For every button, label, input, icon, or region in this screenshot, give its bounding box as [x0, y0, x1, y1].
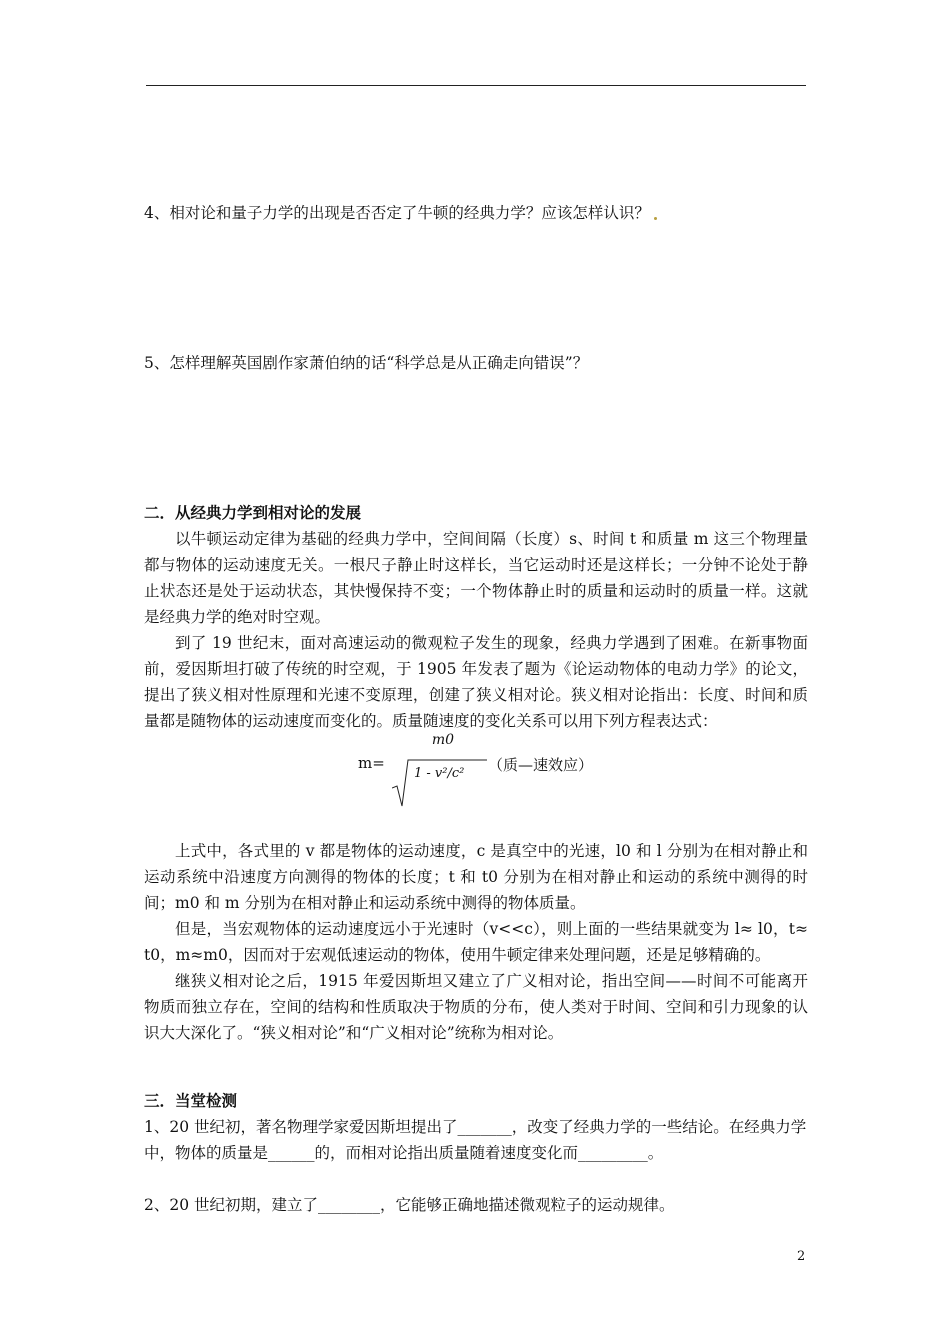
- section2-paragraph-1: 以牛顿运动定律为基础的经典力学中，空间间隔（长度）s、时间 t 和质量 m 这三个物理量都与物体的运动速度无关。一根尺子静止时这样长，当它运动时还是这样长；一分钟不论处于静止状态还是处于运动状态，其快慢保持不变；一个物体静止时的质量和运动时的质量一样。这就是经典力学的绝对时空观。: [144, 530, 808, 626]
- section3: [144, 1088, 808, 1218]
- formula-denominator: 1 - v²/c²: [414, 766, 465, 781]
- mark-dot: [654, 217, 657, 220]
- formula-note: （质—速效应）: [488, 756, 594, 774]
- section2-heading: 二．从经典力学到相对论的发展: [144, 503, 362, 522]
- section2: [144, 500, 808, 734]
- question-5: [144, 350, 808, 376]
- section2-paragraph-2: 到了 19 世纪末，面对高速运动的微观粒子发生的现象，经典力学遇到了困难。在新事物面前，爱因斯坦打破了传统的时空观，于 1905 年发表了题为《论运动物体的电动力学》的论文，提出了狭义相对性原理和光速不变原理，创建了狭义相对论。狭义相对论指出：长度、时间和质量都是随物体的运动速度而变化的。质量随速度的变化关系可以用下列方程表达式：: [144, 634, 808, 730]
- section3-heading: 三．当堂检测: [144, 1091, 238, 1110]
- section2-paragraph-5: 继狭义相对论之后，1915 年爱因斯坦又建立了广义相对论，指出空间——时间不可能离开物质而独立存在，空间的结构和性质取决于物质的分布，使人类对于时间、空间和引力现象的认识大大深化了。“狭义相对论”和“广义相对论”统称为相对论。: [144, 972, 808, 1042]
- question-5-text: 5、怎样理解英国剧作家萧伯纳的话“科学总是从正确走向错误”？: [144, 354, 589, 372]
- question-4: [144, 200, 808, 226]
- section2-continued: [144, 838, 808, 1046]
- mass-velocity-formula: [358, 732, 618, 812]
- check-question-1: 1、20 世纪初，著名物理学家爱因斯坦提出了_______，改变了经典力学的一些结论。在经典力学中，物体的质量是______的，而相对论指出质量随着速度变化而_________。: [144, 1118, 807, 1162]
- formula-lhs: m=: [358, 754, 385, 772]
- question-4-text: 4、相对论和量子力学的出现是否否定了牛顿的经典力学？应该怎样认识？: [144, 204, 650, 222]
- section2-paragraph-4: 但是，当宏观物体的运动速度远小于光速时（v<<c），则上面的一些结果就变为 l≈ l0，t≈ t0，m≈m0，因而对于宏观低速运动的物体，使用牛顿定律来处理问题，还是足够精确的。: [144, 920, 808, 964]
- header-rule: [146, 85, 806, 86]
- check-question-2: 2、20 世纪初期，建立了________，它能够正确地描述微观粒子的运动规律。: [144, 1196, 675, 1214]
- section2-paragraph-3: 上式中，各式里的 v 都是物体的运动速度，c 是真空中的光速，l0 和 l 分别为在相对静止和运动系统中沿速度方向测得的物体的长度；t 和 t0 分别为在相对静止和运动的系统中测得的时间；m0 和 m 分别为在相对静止和运动系统中测得的物体质量。: [144, 842, 808, 912]
- formula-numerator: m0: [431, 732, 455, 748]
- page-number: 2: [797, 1249, 806, 1264]
